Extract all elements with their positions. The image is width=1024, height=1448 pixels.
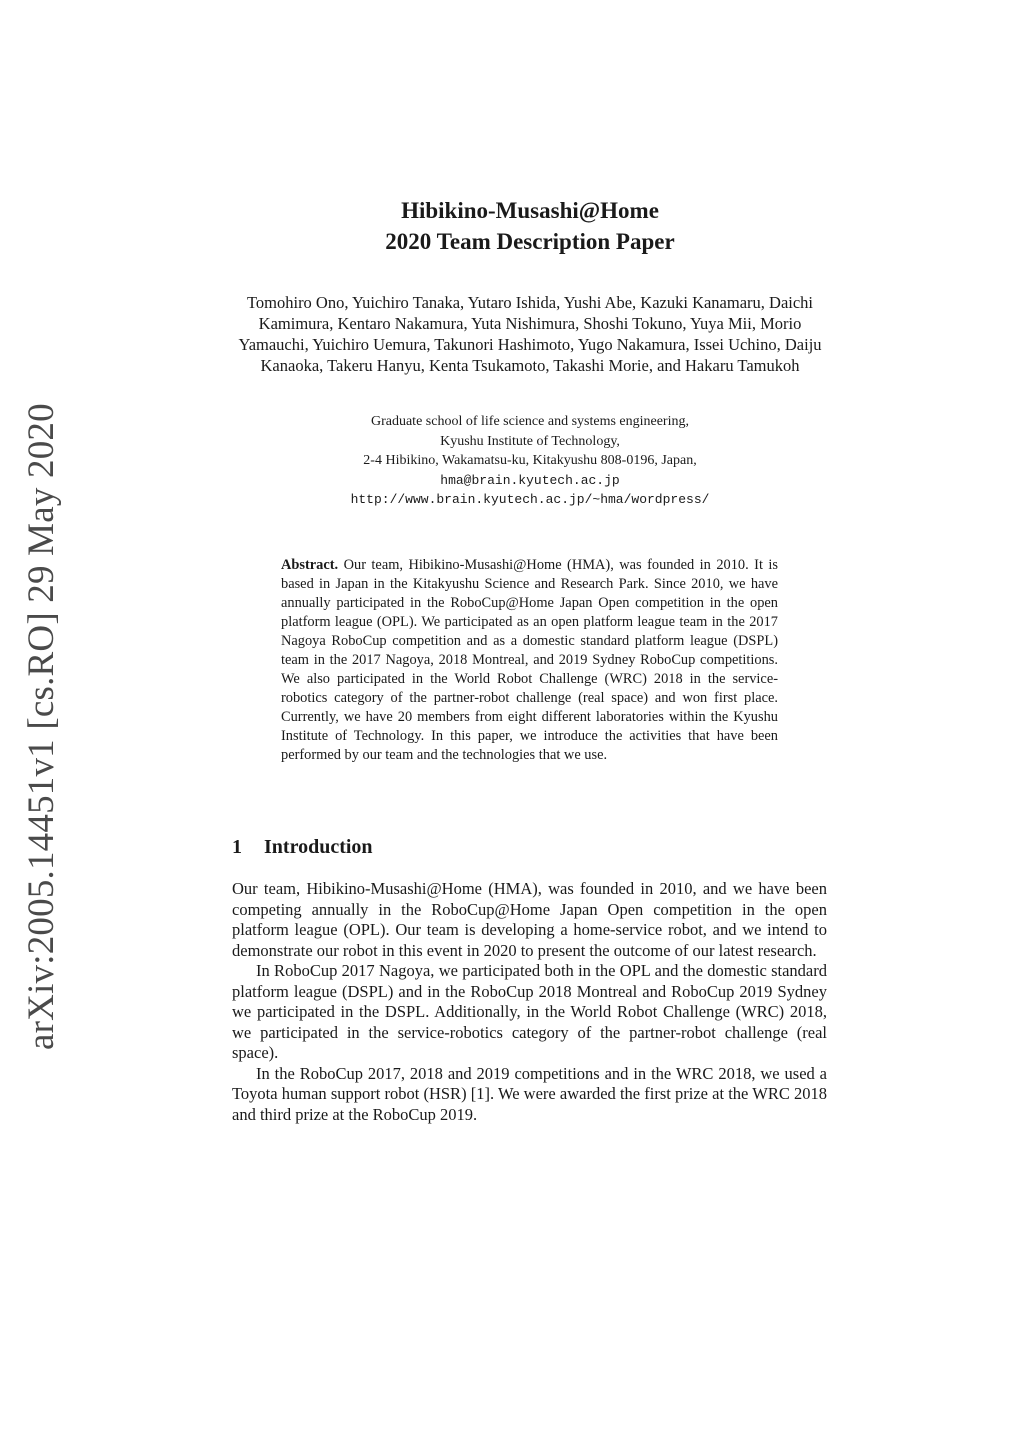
affiliation-line-2: Kyushu Institute of Technology, [440,433,620,449]
introduction-body [232,879,827,1125]
intro-paragraph-2: In RoboCup 2017 Nagoya, we participated both in the OPL and the domestic standard platform league (DSPL) and in the RoboCup 2018 Montreal and RoboCup 2019 Sydney we participated in the DSPL. Additionally, in the World Robot Challenge (WRC) 2018, we participated in the service-robotics category of the partner-robot challenge (real space). [232,961,827,1062]
team-website-link[interactable]: http://www.brain.kyutech.ac.jp/~hma/wordpress/ [350,492,710,507]
abstract [281,556,778,765]
author-list: Tomohiro Ono, Yuichiro Tanaka, Yutaro Ishida, Yushi Abe, Kazuki Kanamaru, Daichi Kamimura, Kentaro Nakamura, Yuta Nishimura, Shoshi Tokuno, Yuya Mii, Morio Yamauchi, Yuichiro Uemura, Takunori Hashimoto, Yugo Nakamura, Issei Uchino, Daiju Kanaoka, Takeru Hanyu, Kenta Tsukamoto, Takashi Morie, and Hakaru Tamukoh [238,293,822,375]
paper-title-line-2: 2020 Team Description Paper [385,229,675,254]
section-title: Introduction [264,836,373,858]
paper-title-line-1: Hibikino-Musashi@Home [401,198,659,223]
abstract-text: Our team, Hibikino-Musashi@Home (HMA), was founded in 2010. It is based in Japan in the Kitakyushu Science and Research Park. Since 2010, we have annually participated in the RoboCup@Home Japan Open competition in the open platform league (OPL). We participated as an open platform league team in the 2017 Nagoya RoboCup competition and as a domestic standard platform league (DSPL) team in the 2017 Nagoya, 2018 Montreal, and 2019 Sydney RoboCup competitions. We also participated in the World Robot Challenge (WRC) 2018 in the service-robotics category of the partner-robot challenge (real space) and won first place. Currently, we have 20 members from eight different laboratories within the Kyushu Institute of Technology. In this paper, we introduce the activities that have been performed by our team and the technologies that we use. [281,557,778,763]
arxiv-identifier: arXiv:2005.14451v1 [cs.RO] 29 May 2020 [21,403,62,1050]
abstract-label: Abstract. [281,557,339,573]
section-heading-introduction [232,836,373,859]
affiliation-block [230,412,830,510]
section-number: 1 [232,836,242,858]
contact-email[interactable]: hma@brain.kyutech.ac.jp [440,472,620,488]
intro-paragraph-1: Our team, Hibikino-Musashi@Home (HMA), was founded in 2010, and we have been competing annually in the RoboCup@Home Japan Open competition in the open platform league (OPL). Our team is developing a home-service robot, and we intend to demonstrate our robot in this event in 2020 to present the outcome of our latest research. [232,879,827,960]
intro-paragraph-3: In the RoboCup 2017, 2018 and 2019 competitions and in the WRC 2018, we used a Toyota human support robot (HSR) [1]. We were awarded the first prize at the WRC 2018 and third prize at the RoboCup 2019. [232,1063,827,1124]
affiliation-line-1: Graduate school of life science and systems engineering, [370,414,689,429]
affiliation-line-3: 2-4 Hibikino, Wakamatsu-ku, Kitakyushu 808-0196, Japan, [363,453,697,468]
